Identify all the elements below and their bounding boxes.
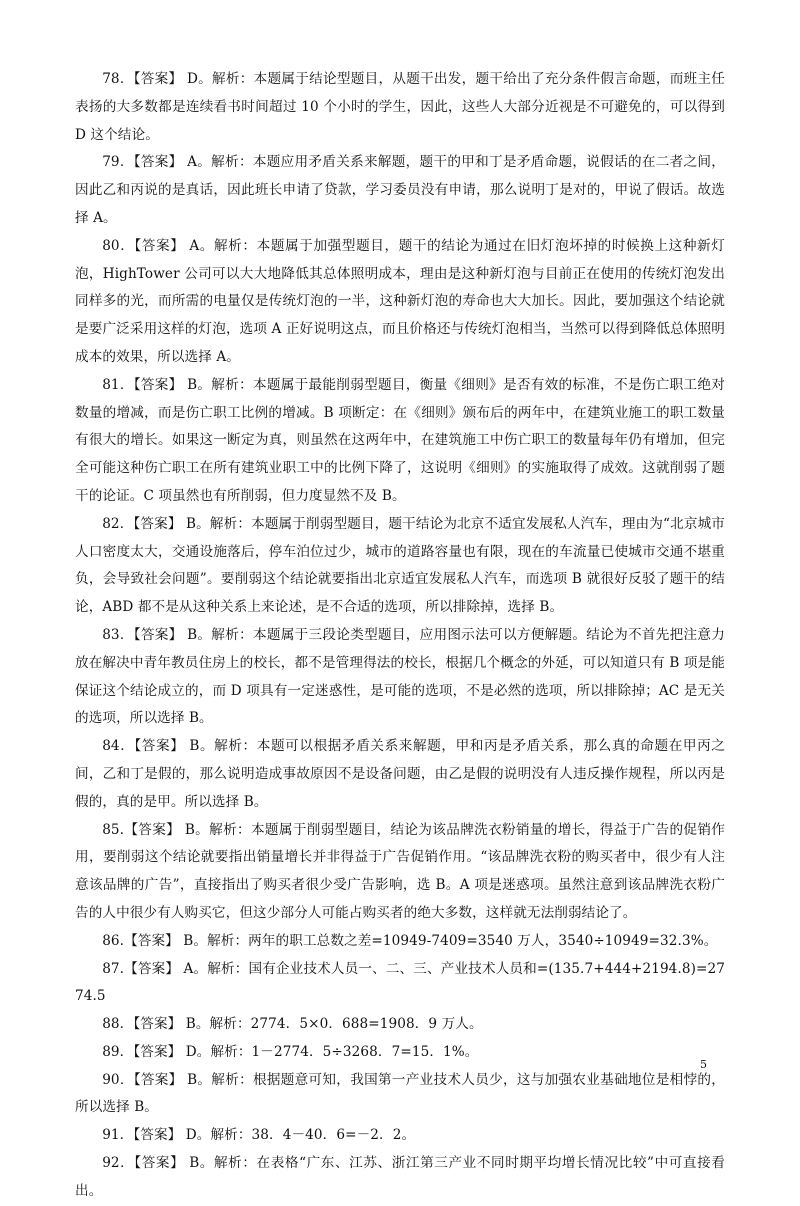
answer-explanations [75, 66, 725, 1206]
answer-89: 89．【答案】 D。解析：1－2774．5÷3268．7=15．1%。 [102, 1043, 479, 1060]
answer-79: 79．【答案】 A。解析：本题应用矛盾关系来解题，题干的甲和丁是矛盾命题，说假话的在二者之间，因此乙和丙说的是真话，因此班长申请了贷款，学习委员没有申请，那么说明丁是对的，甲说了假话。故选择 A。 [75, 154, 725, 226]
answer-82: 82．【答案】 B。解析：本题属于削弱型题目，题干结论为北京不适宜发展私人汽车，理由为“北京城市人口密度太大，交通设施落后，停车泊位过少，城市的道路容量也有限，现在的车流量已使城市交通不堪重负，会导致社会问题”。要削弱这个结论就要指出北京适宜发展私人汽车，而选项 B 就很好反驳了题干的结论，ABD 都不是从这种关系上来论述，是不合适的选项，所以排除掉，选择 B。 [75, 515, 725, 616]
answer-81: 81．【答案】 B。解析：本题属于最能削弱型题目，衡量《细则》是否有效的标准，不是伤亡职工绝对数量的增减，而是伤亡职工比例的增减。B 项断定：在《细则》颁布后的两年中，在建筑业施工的职工数量有很大的增长。如果这一断定为真，则虽然在这两年中，在建筑施工中伤亡职工的数量每年仍有增加，但完全可能这种伤亡职工在所有建筑业职工中的比例下降了，这说明《细则》的实施取得了成效。这就削弱了题干的论证。C 项虽然也有所削弱，但力度显然不及 B。 [75, 376, 725, 504]
answer-85: 85.【答案】 B。解析：本题属于削弱型题目，结论为该品牌洗衣粉销量的增长，得益于广告的促销作用，要削弱这个结论就要指出销量增长并非得益于广告促销作用。“该品牌洗衣粉的购买者中，很少有人注意该品牌的广告”，直接指出了购买者很少受广告影响，选 B。A 项是迷惑项。虽然注意到该品牌洗衣粉广告的人中很少有人购买它，但这少部分人可能占购买者的绝大多数，这样就无法削弱结论了。 [75, 821, 725, 921]
answer-91: 91．【答案】 D。解析：38．4－40．6=－2．2。 [102, 1127, 416, 1144]
answer-84: 84．【答案】 B。解析：本题可以根据矛盾关系来解题，甲和丙是矛盾关系，那么真的命题在甲丙之间，乙和丁是假的，那么说明造成事故原因不是设备问题，由乙是假的说明没有人违反操作规程，所以丙是假的，真的是甲。所以选择 B。 [75, 738, 725, 810]
answer-90: 90．【答案】 B。解析：根据题意可知，我国第一产业技术人员少，这与加强农业基础地位是相悖的，所以选择 B。 [75, 1071, 725, 1116]
answer-88: 88．【答案】 B。解析：2774．5×0．688=1908．9 万人。 [102, 1016, 483, 1033]
answer-86: 86.【答案】 B。解析：两年的职工总数之差=10949-7409=3540 万人，3540÷10949=32.3%。 [102, 932, 718, 949]
answer-80: 80．【答案】 A。解析：本题属于加强型题目，题干的结论为通过在旧灯泡坏掉的时候换上这种新灯泡，HighTower 公司可以大大地降低其总体照明成本，理由是这种新灯泡与目前正在使用的传统灯泡发出同样多的光，而所需的电量仅是传统灯泡的一半，这种新灯泡的寿命也大大加长。因此，要加强这个结论就是要广泛采用这样的灯泡，选项 A 正好说明这点，而且价格还与传统灯泡相当，当然可以得到降低总体照明成本的效果，所以选择 A。 [75, 237, 725, 365]
answer-87: 87.【答案】 A。解析：国有企业技术人员一、二、三、产业技术人员和=(135.7+444+2194.8)=2774.5 [75, 960, 725, 1005]
page-number: 5 [700, 1058, 707, 1071]
answer-92: 92．【答案】 B。解析：在表格“广东、江苏、浙江第三产业不同时期平均增长情况比较”中可直接看出。 [75, 1155, 725, 1199]
answer-83: 83．【答案】 B。解析：本题属于三段论类型题目，应用图示法可以方便解题。结论为不首先把注意力放在解决中青年教员住房上的校长，都不是管理得法的校长，根据几个概念的外延，可以知道只有 B 项是能保证这个结论成立的，而 D 项具有一定迷惑性，是可能的选项，不是必然的选项，所以排除掉；AC 是无关的选项，所以选择 B。 [75, 626, 725, 727]
answer-78: 78．【答案】 D。解析：本题属于结论型题目，从题干出发，题干给出了充分条件假言命题，而班主任表扬的大多数都是连续看书时间超过 10 个小时的学生，因此，这些人大部分近视是不可避免的，可以得到 D 这个结论。 [75, 71, 725, 143]
